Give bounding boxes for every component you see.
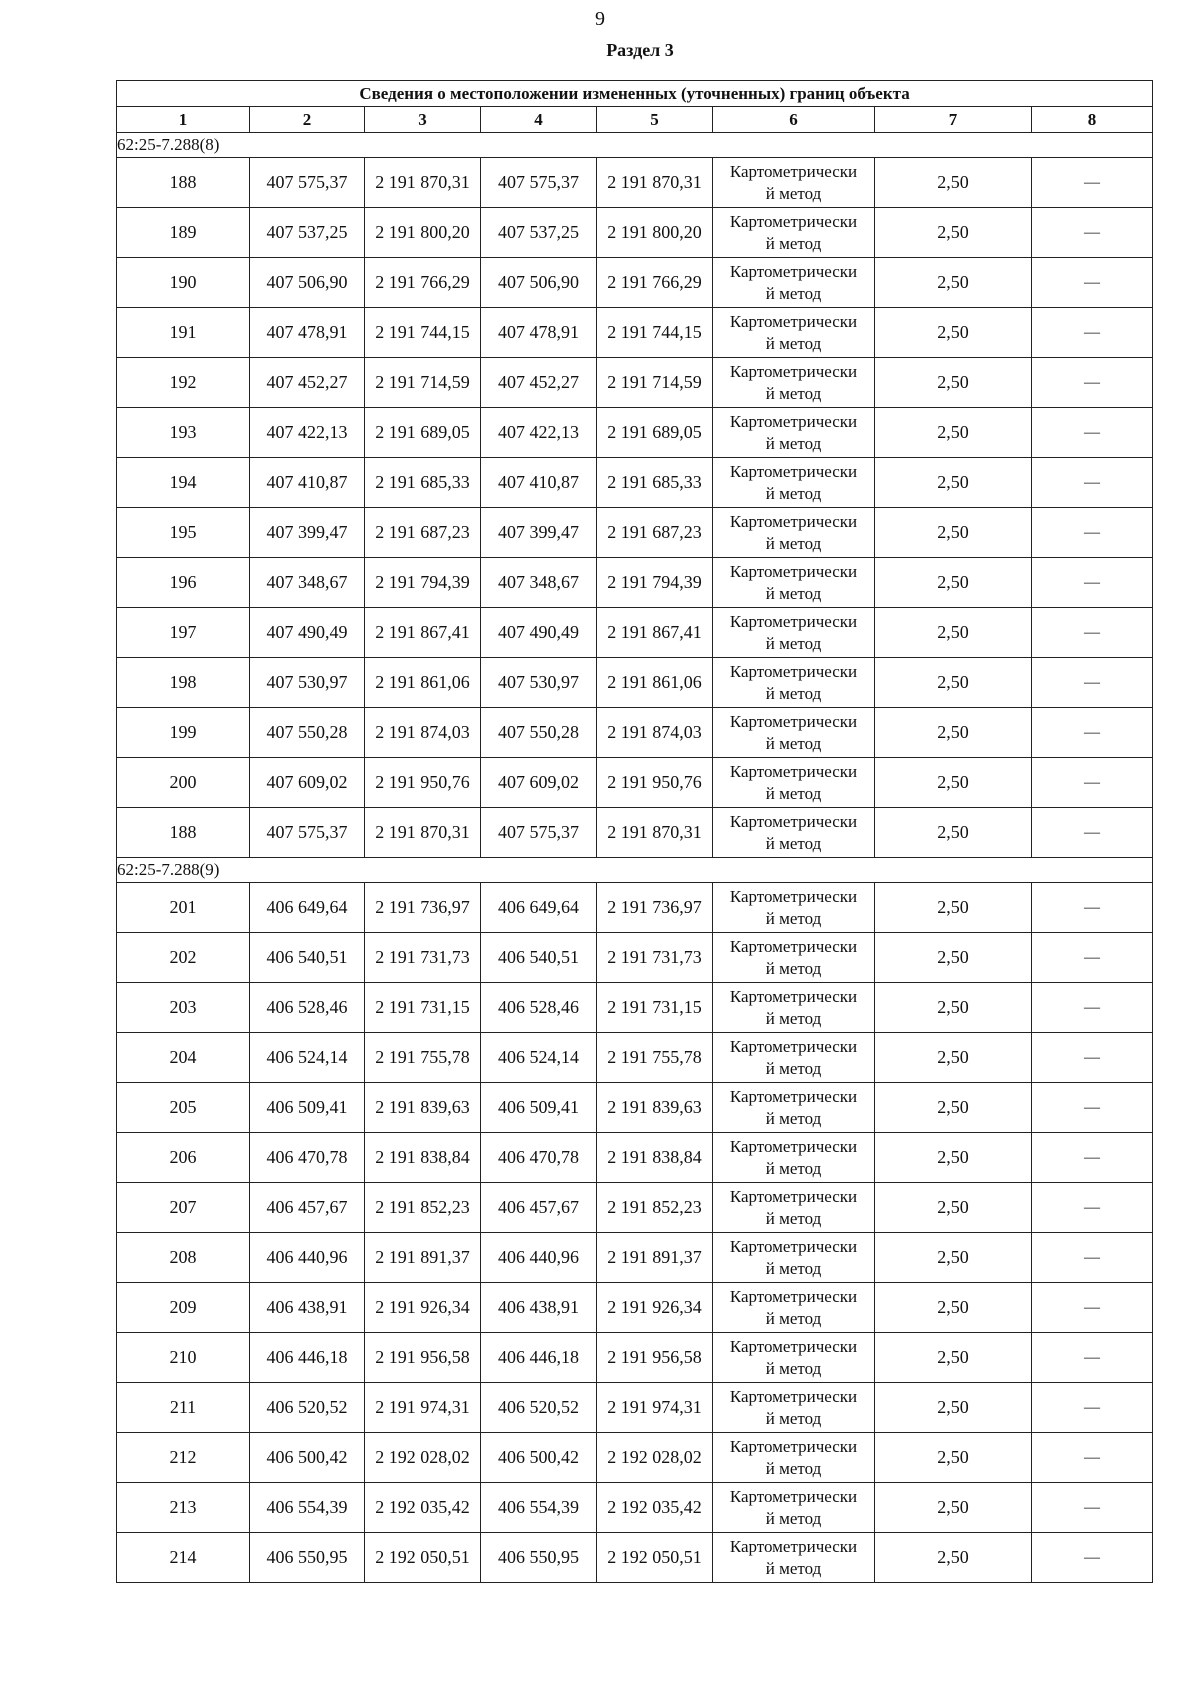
method-cell: Картометрически й метод (713, 758, 875, 808)
x-new-cell: 407 410,87 (481, 458, 597, 508)
y-old-cell: 2 191 731,15 (365, 983, 481, 1033)
x-old-cell: 406 649,64 (250, 883, 365, 933)
x-new-cell: 407 506,90 (481, 258, 597, 308)
x-old-cell: 407 422,13 (250, 408, 365, 458)
description-cell: — (1032, 883, 1153, 933)
description-cell: — (1032, 933, 1153, 983)
accuracy-cell: 2,50 (875, 608, 1032, 658)
table-row (117, 808, 1153, 858)
y-new-cell: 2 191 870,31 (597, 158, 713, 208)
description-cell: — (1032, 1133, 1153, 1183)
section-title: Раздел 3 (606, 40, 674, 60)
x-old-cell: 407 490,49 (250, 608, 365, 658)
y-old-cell: 2 192 028,02 (365, 1433, 481, 1483)
point-number-cell: 188 (117, 158, 250, 208)
y-old-cell: 2 191 891,37 (365, 1233, 481, 1283)
x-new-cell: 407 537,25 (481, 208, 597, 258)
x-new-cell: 406 540,51 (481, 933, 597, 983)
column-header: 7 (875, 107, 1032, 133)
description-cell: — (1032, 608, 1153, 658)
x-new-cell: 407 530,97 (481, 658, 597, 708)
method-cell: Картометрически й метод (713, 1033, 875, 1083)
y-old-cell: 2 191 731,73 (365, 933, 481, 983)
method-cell: Картометрически й метод (713, 158, 875, 208)
method-cell: Картометрически й метод (713, 1183, 875, 1233)
x-new-cell: 407 550,28 (481, 708, 597, 758)
accuracy-cell: 2,50 (875, 1383, 1032, 1433)
table-row (117, 1433, 1153, 1483)
point-number-cell: 188 (117, 808, 250, 858)
description-cell: — (1032, 208, 1153, 258)
table-row (117, 1233, 1153, 1283)
y-new-cell: 2 191 926,34 (597, 1283, 713, 1333)
y-new-cell: 2 192 050,51 (597, 1533, 713, 1583)
table-row (117, 933, 1153, 983)
y-new-cell: 2 191 736,97 (597, 883, 713, 933)
description-cell: — (1032, 1483, 1153, 1533)
table-row (117, 1383, 1153, 1433)
y-new-cell: 2 191 744,15 (597, 308, 713, 358)
y-old-cell: 2 191 974,31 (365, 1383, 481, 1433)
point-number-cell: 192 (117, 358, 250, 408)
x-new-cell: 406 509,41 (481, 1083, 597, 1133)
table-row (117, 358, 1153, 408)
point-number-cell: 191 (117, 308, 250, 358)
x-old-cell: 406 446,18 (250, 1333, 365, 1383)
method-cell: Картометрически й метод (713, 458, 875, 508)
group-header-row (117, 858, 1153, 883)
x-old-cell: 407 348,67 (250, 558, 365, 608)
column-header: 6 (713, 107, 875, 133)
point-number-cell: 193 (117, 408, 250, 458)
description-cell: — (1032, 1383, 1153, 1433)
method-cell: Картометрически й метод (713, 608, 875, 658)
accuracy-cell: 2,50 (875, 883, 1032, 933)
y-old-cell: 2 191 852,23 (365, 1183, 481, 1233)
table-row (117, 1083, 1153, 1133)
y-new-cell: 2 191 800,20 (597, 208, 713, 258)
y-old-cell: 2 191 861,06 (365, 658, 481, 708)
table-row (117, 1133, 1153, 1183)
x-new-cell: 407 348,67 (481, 558, 597, 608)
y-new-cell: 2 191 956,58 (597, 1333, 713, 1383)
table-body (117, 133, 1153, 1583)
description-cell: — (1032, 158, 1153, 208)
x-new-cell: 407 575,37 (481, 158, 597, 208)
y-new-cell: 2 191 687,23 (597, 508, 713, 558)
y-new-cell: 2 191 689,05 (597, 408, 713, 458)
description-cell: — (1032, 458, 1153, 508)
y-old-cell: 2 191 874,03 (365, 708, 481, 758)
accuracy-cell: 2,50 (875, 458, 1032, 508)
accuracy-cell: 2,50 (875, 158, 1032, 208)
x-new-cell: 406 550,95 (481, 1533, 597, 1583)
y-new-cell: 2 191 794,39 (597, 558, 713, 608)
x-old-cell: 406 509,41 (250, 1083, 365, 1133)
method-cell: Картометрически й метод (713, 1433, 875, 1483)
y-new-cell: 2 191 950,76 (597, 758, 713, 808)
accuracy-cell: 2,50 (875, 1533, 1032, 1583)
column-header: 8 (1032, 107, 1153, 133)
accuracy-cell: 2,50 (875, 1483, 1032, 1533)
cadastral-number-label: 62:25-7.288(9) (117, 858, 1153, 883)
table-row (117, 258, 1153, 308)
description-cell: — (1032, 1433, 1153, 1483)
x-old-cell: 406 520,52 (250, 1383, 365, 1433)
y-old-cell: 2 191 687,23 (365, 508, 481, 558)
cadastral-number-label: 62:25-7.288(8) (117, 133, 1153, 158)
table-caption: Сведения о местоположении измененных (уточненных) границ объекта (117, 81, 1153, 107)
y-old-cell: 2 191 714,59 (365, 358, 481, 408)
table-row (117, 458, 1153, 508)
x-new-cell: 407 490,49 (481, 608, 597, 658)
y-new-cell: 2 191 755,78 (597, 1033, 713, 1083)
x-new-cell: 406 500,42 (481, 1433, 597, 1483)
description-cell: — (1032, 758, 1153, 808)
accuracy-cell: 2,50 (875, 558, 1032, 608)
method-cell: Картометрически й метод (713, 508, 875, 558)
description-cell: — (1032, 558, 1153, 608)
point-number-cell: 202 (117, 933, 250, 983)
accuracy-cell: 2,50 (875, 358, 1032, 408)
accuracy-cell: 2,50 (875, 1133, 1032, 1183)
table-row (117, 883, 1153, 933)
method-cell: Картометрически й метод (713, 658, 875, 708)
x-old-cell: 406 550,95 (250, 1533, 365, 1583)
x-new-cell: 406 438,91 (481, 1283, 597, 1333)
method-cell: Картометрически й метод (713, 308, 875, 358)
point-number-cell: 195 (117, 508, 250, 558)
boundary-coordinates-table (116, 80, 1153, 1583)
x-new-cell: 406 520,52 (481, 1383, 597, 1433)
y-old-cell: 2 191 956,58 (365, 1333, 481, 1383)
description-cell: — (1032, 1083, 1153, 1133)
method-cell: Картометрически й метод (713, 808, 875, 858)
y-old-cell: 2 191 685,33 (365, 458, 481, 508)
x-new-cell: 407 575,37 (481, 808, 597, 858)
accuracy-cell: 2,50 (875, 983, 1032, 1033)
accuracy-cell: 2,50 (875, 308, 1032, 358)
y-new-cell: 2 191 870,31 (597, 808, 713, 858)
accuracy-cell: 2,50 (875, 208, 1032, 258)
accuracy-cell: 2,50 (875, 408, 1032, 458)
method-cell: Картометрически й метод (713, 983, 875, 1033)
point-number-cell: 203 (117, 983, 250, 1033)
table-row (117, 308, 1153, 358)
accuracy-cell: 2,50 (875, 1433, 1032, 1483)
table-row (117, 208, 1153, 258)
point-number-cell: 206 (117, 1133, 250, 1183)
description-cell: — (1032, 308, 1153, 358)
x-new-cell: 407 399,47 (481, 508, 597, 558)
group-header-row (117, 133, 1153, 158)
accuracy-cell: 2,50 (875, 1283, 1032, 1333)
column-header: 1 (117, 107, 250, 133)
description-cell: — (1032, 408, 1153, 458)
point-number-cell: 197 (117, 608, 250, 658)
y-new-cell: 2 191 839,63 (597, 1083, 713, 1133)
accuracy-cell: 2,50 (875, 258, 1032, 308)
table-row (117, 1333, 1153, 1383)
x-old-cell: 406 528,46 (250, 983, 365, 1033)
y-new-cell: 2 191 714,59 (597, 358, 713, 408)
description-cell: — (1032, 1333, 1153, 1383)
x-old-cell: 406 470,78 (250, 1133, 365, 1183)
x-old-cell: 406 438,91 (250, 1283, 365, 1333)
description-cell: — (1032, 1533, 1153, 1583)
y-new-cell: 2 191 685,33 (597, 458, 713, 508)
method-cell: Картометрически й метод (713, 1233, 875, 1283)
accuracy-cell: 2,50 (875, 808, 1032, 858)
description-cell: — (1032, 983, 1153, 1033)
accuracy-cell: 2,50 (875, 1233, 1032, 1283)
column-header: 2 (250, 107, 365, 133)
table-row (117, 508, 1153, 558)
y-old-cell: 2 191 838,84 (365, 1133, 481, 1183)
x-old-cell: 407 506,90 (250, 258, 365, 308)
y-new-cell: 2 191 731,73 (597, 933, 713, 983)
x-old-cell: 407 530,97 (250, 658, 365, 708)
y-new-cell: 2 191 867,41 (597, 608, 713, 658)
table-row (117, 1483, 1153, 1533)
y-old-cell: 2 191 870,31 (365, 158, 481, 208)
y-old-cell: 2 191 867,41 (365, 608, 481, 658)
point-number-cell: 196 (117, 558, 250, 608)
x-old-cell: 407 550,28 (250, 708, 365, 758)
accuracy-cell: 2,50 (875, 508, 1032, 558)
x-old-cell: 407 575,37 (250, 808, 365, 858)
x-new-cell: 407 422,13 (481, 408, 597, 458)
column-header: 3 (365, 107, 481, 133)
x-old-cell: 406 540,51 (250, 933, 365, 983)
y-old-cell: 2 191 766,29 (365, 258, 481, 308)
y-old-cell: 2 191 736,97 (365, 883, 481, 933)
point-number-cell: 207 (117, 1183, 250, 1233)
y-old-cell: 2 191 755,78 (365, 1033, 481, 1083)
description-cell: — (1032, 258, 1153, 308)
y-old-cell: 2 191 870,31 (365, 808, 481, 858)
y-new-cell: 2 191 891,37 (597, 1233, 713, 1283)
description-cell: — (1032, 708, 1153, 758)
method-cell: Картометрически й метод (713, 1483, 875, 1533)
y-new-cell: 2 192 028,02 (597, 1433, 713, 1483)
point-number-cell: 205 (117, 1083, 250, 1133)
x-old-cell: 406 524,14 (250, 1033, 365, 1083)
x-new-cell: 407 609,02 (481, 758, 597, 808)
y-new-cell: 2 191 731,15 (597, 983, 713, 1033)
table-row (117, 558, 1153, 608)
x-old-cell: 407 399,47 (250, 508, 365, 558)
x-old-cell: 407 537,25 (250, 208, 365, 258)
x-old-cell: 406 457,67 (250, 1183, 365, 1233)
accuracy-cell: 2,50 (875, 1183, 1032, 1233)
x-new-cell: 406 440,96 (481, 1233, 597, 1283)
y-new-cell: 2 191 974,31 (597, 1383, 713, 1433)
description-cell: — (1032, 808, 1153, 858)
accuracy-cell: 2,50 (875, 658, 1032, 708)
point-number-cell: 194 (117, 458, 250, 508)
y-old-cell: 2 191 689,05 (365, 408, 481, 458)
x-new-cell: 407 452,27 (481, 358, 597, 408)
y-new-cell: 2 191 766,29 (597, 258, 713, 308)
y-new-cell: 2 191 838,84 (597, 1133, 713, 1183)
method-cell: Картометрически й метод (713, 1533, 875, 1583)
method-cell: Картометрически й метод (713, 558, 875, 608)
point-number-cell: 190 (117, 258, 250, 308)
point-number-cell: 200 (117, 758, 250, 808)
method-cell: Картометрически й метод (713, 1383, 875, 1433)
point-number-cell: 201 (117, 883, 250, 933)
x-new-cell: 406 446,18 (481, 1333, 597, 1383)
method-cell: Картометрически й метод (713, 933, 875, 983)
point-number-cell: 199 (117, 708, 250, 758)
x-new-cell: 406 649,64 (481, 883, 597, 933)
y-old-cell: 2 191 800,20 (365, 208, 481, 258)
y-old-cell: 2 191 744,15 (365, 308, 481, 358)
x-old-cell: 406 440,96 (250, 1233, 365, 1283)
method-cell: Картометрически й метод (713, 1333, 875, 1383)
accuracy-cell: 2,50 (875, 708, 1032, 758)
method-cell: Картометрически й метод (713, 1283, 875, 1333)
y-old-cell: 2 191 950,76 (365, 758, 481, 808)
x-old-cell: 406 554,39 (250, 1483, 365, 1533)
point-number-cell: 189 (117, 208, 250, 258)
description-cell: — (1032, 1183, 1153, 1233)
x-new-cell: 406 524,14 (481, 1033, 597, 1083)
x-old-cell: 406 500,42 (250, 1433, 365, 1483)
y-old-cell: 2 192 035,42 (365, 1483, 481, 1533)
x-old-cell: 407 452,27 (250, 358, 365, 408)
x-old-cell: 407 575,37 (250, 158, 365, 208)
x-new-cell: 406 457,67 (481, 1183, 597, 1233)
y-new-cell: 2 191 874,03 (597, 708, 713, 758)
y-old-cell: 2 191 839,63 (365, 1083, 481, 1133)
accuracy-cell: 2,50 (875, 1083, 1032, 1133)
description-cell: — (1032, 1283, 1153, 1333)
y-old-cell: 2 191 794,39 (365, 558, 481, 608)
x-old-cell: 407 609,02 (250, 758, 365, 808)
point-number-cell: 198 (117, 658, 250, 708)
page-number: 9 (595, 8, 605, 30)
description-cell: — (1032, 658, 1153, 708)
x-new-cell: 406 554,39 (481, 1483, 597, 1533)
y-old-cell: 2 191 926,34 (365, 1283, 481, 1333)
method-cell: Картометрически й метод (713, 1133, 875, 1183)
method-cell: Картометрически й метод (713, 208, 875, 258)
y-new-cell: 2 191 852,23 (597, 1183, 713, 1233)
accuracy-cell: 2,50 (875, 758, 1032, 808)
accuracy-cell: 2,50 (875, 933, 1032, 983)
method-cell: Картометрически й метод (713, 708, 875, 758)
table-row (117, 658, 1153, 708)
method-cell: Картометрически й метод (713, 408, 875, 458)
point-number-cell: 210 (117, 1333, 250, 1383)
description-cell: — (1032, 508, 1153, 558)
point-number-cell: 212 (117, 1433, 250, 1483)
column-number-row (117, 107, 1153, 133)
y-new-cell: 2 192 035,42 (597, 1483, 713, 1533)
table-row (117, 608, 1153, 658)
table-row (117, 708, 1153, 758)
x-old-cell: 407 478,91 (250, 308, 365, 358)
method-cell: Картометрически й метод (713, 883, 875, 933)
point-number-cell: 213 (117, 1483, 250, 1533)
table-row (117, 758, 1153, 808)
x-new-cell: 406 470,78 (481, 1133, 597, 1183)
point-number-cell: 204 (117, 1033, 250, 1083)
description-cell: — (1032, 1033, 1153, 1083)
table-row (117, 1183, 1153, 1233)
column-header: 4 (481, 107, 597, 133)
table-row (117, 408, 1153, 458)
x-new-cell: 406 528,46 (481, 983, 597, 1033)
y-new-cell: 2 191 861,06 (597, 658, 713, 708)
description-cell: — (1032, 358, 1153, 408)
table-row (117, 1033, 1153, 1083)
point-number-cell: 209 (117, 1283, 250, 1333)
accuracy-cell: 2,50 (875, 1333, 1032, 1383)
table-row (117, 158, 1153, 208)
point-number-cell: 214 (117, 1533, 250, 1583)
table-row (117, 1533, 1153, 1583)
point-number-cell: 208 (117, 1233, 250, 1283)
column-header: 5 (597, 107, 713, 133)
y-old-cell: 2 192 050,51 (365, 1533, 481, 1583)
x-old-cell: 407 410,87 (250, 458, 365, 508)
method-cell: Картометрически й метод (713, 258, 875, 308)
accuracy-cell: 2,50 (875, 1033, 1032, 1083)
method-cell: Картометрически й метод (713, 1083, 875, 1133)
table-row (117, 983, 1153, 1033)
description-cell: — (1032, 1233, 1153, 1283)
point-number-cell: 211 (117, 1383, 250, 1433)
table-row (117, 1283, 1153, 1333)
x-new-cell: 407 478,91 (481, 308, 597, 358)
method-cell: Картометрически й метод (713, 358, 875, 408)
